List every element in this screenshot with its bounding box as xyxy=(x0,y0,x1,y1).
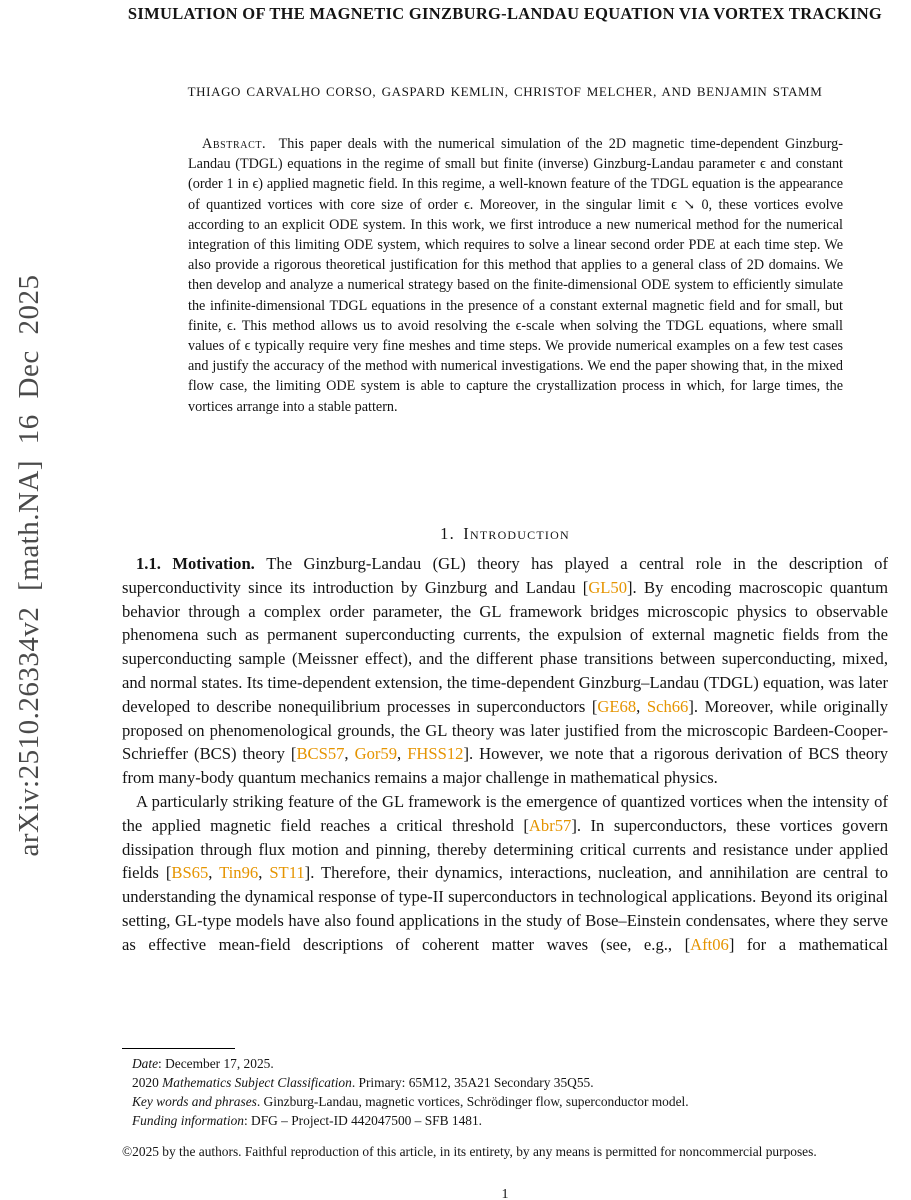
citation-link[interactable]: Gor59 xyxy=(354,744,398,764)
text-segment: : DFG – Project-ID 442047500 – SFB 1481. xyxy=(243,1113,483,1129)
italic-text-segment: Key words and phrases xyxy=(132,1094,257,1110)
text-segment: ] for a mathematical xyxy=(728,934,888,954)
footnote-rule xyxy=(122,1048,235,1049)
text-segment: ]. However, we note that a rigorous derivation of BCS theory from many-body quantum mechanics remains a major challenge in mathematical physics. xyxy=(122,744,888,788)
footnote-msc xyxy=(122,1073,888,1092)
citation-link[interactable]: GL50 xyxy=(588,577,628,597)
footnote-date xyxy=(122,1054,888,1073)
introduction-body xyxy=(122,552,888,957)
copyright-notice: ©2025 by the authors. Faithful reproduction of this article, in its entirety, by any means is permitted for noncommercial purposes. xyxy=(122,1144,817,1160)
citation-link[interactable]: BCS57 xyxy=(296,744,345,764)
text-segment: ]. By encoding macroscopic quantum behavior through a complex order parameter, the GL framework bridges microscopic physics to observable phenomena such as permanent superconducting currents, the expulsion of external magnetic fields from the superconducting sample (Meissner effect), and the different phase transitions between superconducting, mixed, and normal states. Its time-dependent extension, the time-dependent Ginzburg–Landau (TDGL) equation, was later developed to describe nonequilibrium processes in superconductors [ xyxy=(122,577,888,716)
text-segment: , xyxy=(636,696,647,716)
abstract-section xyxy=(188,134,843,417)
footnote-funding xyxy=(122,1111,888,1130)
citation-link[interactable]: BS65 xyxy=(171,863,209,883)
page-content xyxy=(122,0,888,1200)
abstract-label: Abstract. xyxy=(202,136,267,152)
section-heading: 1. Introduction xyxy=(440,524,570,543)
text-segment: : December 17, 2025. xyxy=(158,1056,274,1072)
text-segment: The Ginzburg-Landau (GL) theory has played a central role in the description of superconductivity since its introduction by Ginzburg and Landau [ xyxy=(122,554,888,597)
text-segment: , xyxy=(344,744,355,764)
italic-text-segment: Funding information xyxy=(132,1113,244,1129)
citation-link[interactable]: Sch66 xyxy=(646,696,689,716)
paragraph-vortices xyxy=(122,790,888,957)
footnote-block xyxy=(122,1048,888,1162)
abstract-text: This paper deals with the numerical simulation of the 2D magnetic time-dependent Ginzburg-Landau (TDGL) equations in the regime of small but finite (inverse) Ginzburg-Landau parameter ϵ and constant (order 1 in ϵ) applied magnetic field. In this regime, a well-known feature of the TDGL equation is the appearance of quantized vortices with core size of order ϵ. Moreover, in the singular limit ϵ ↘ 0, these vortices evolve according to an explicit ODE system. In this work, we first introduce a new numerical method for the numerical integration of this limiting ODE system, which requires to solve a linear second order PDE at each time step. We also provide a rigorous theoretical justification for this method that applies to a general class of 2D domains. We then develop and analyze a numerical strategy based on the finite-dimensional ODE system to efficiently simulate the infinite-dimensional TDGL equations in the presence of a constant external magnetic field and for small, but finite, ϵ. This method allows us to avoid resolving the ϵ-scale when solving the TDGL equations, where small values of ϵ typically require very fine meshes and time steps. We provide numerical examples on a few test cases and justify the accuracy of the method with numerical investigations. We end the paper showing that, in the mixed flow case, the limiting ODE system is able to capture the crystallization process in which, for large times, the vortices arrange into a stable pattern. xyxy=(188,136,843,415)
text-segment: , xyxy=(208,863,220,883)
bold-text-segment: 1.1. Motivation. xyxy=(136,554,267,573)
paragraph-motivation xyxy=(122,552,888,790)
citation-link[interactable]: FHSS12 xyxy=(407,744,464,764)
text-segment: . Primary: 65M12, 35A21 Secondary 35Q55. xyxy=(351,1075,594,1091)
arxiv-watermark: arXiv:2510.26334v2 [math.NA] 16 Dec 2025 xyxy=(13,274,45,857)
italic-text-segment: Mathematics Subject Classification xyxy=(162,1075,352,1091)
text-segment: ]. In superconductors, these vortices govern dissipation through flux motion and pinning, thereby determining critical currents and resistance under applied fields [ xyxy=(122,815,888,883)
text-segment: ]. Moreover, while originally proposed on phenomenological grounds, the GL theory was later justified from the microscopic Bardeen-Cooper-Schrieffer (BCS) theory [ xyxy=(122,696,888,764)
text-segment: A particularly striking feature of the GL framework is the emergence of quantized vortices when the intensity of the applied magnetic field reaches a critical threshold [ xyxy=(122,791,888,835)
italic-text-segment: Date xyxy=(132,1056,159,1072)
citation-link[interactable]: Abr57 xyxy=(528,815,572,835)
text-segment: . Ginzburg-Landau, magnetic vortices, Schrödinger flow, superconductor model. xyxy=(256,1094,689,1110)
footnote-keywords xyxy=(122,1092,888,1111)
page-number: 1 xyxy=(501,1187,509,1200)
text-segment: 2020 xyxy=(132,1075,163,1091)
paper-title: SIMULATION OF THE MAGNETIC GINZBURG-LANDAU EQUATION VIA VORTEX TRACKING xyxy=(127,4,883,23)
citation-link[interactable]: Tin96 xyxy=(219,863,259,883)
citation-link[interactable]: Aft06 xyxy=(690,934,729,954)
paper-authors: THIAGO CARVALHO CORSO, GASPARD KEMLIN, CHRISTOF MELCHER, AND BENJAMIN STAMM xyxy=(187,84,823,99)
citation-link[interactable]: GE68 xyxy=(597,696,637,716)
citation-link[interactable]: ST11 xyxy=(269,863,305,883)
text-segment: , xyxy=(397,744,408,764)
text-segment: ]. Therefore, their dynamics, interactions, nucleation, and annihilation are central to understanding the dynamical response of type-II superconductors in technological applications. Beyond its original setting, GL-type models have also found applications in the study of Bose–Einstein condensates, where they serve as effective mean-field descriptions of coherent matter waves (see, e.g., [ xyxy=(122,863,888,954)
text-segment: , xyxy=(258,863,270,883)
